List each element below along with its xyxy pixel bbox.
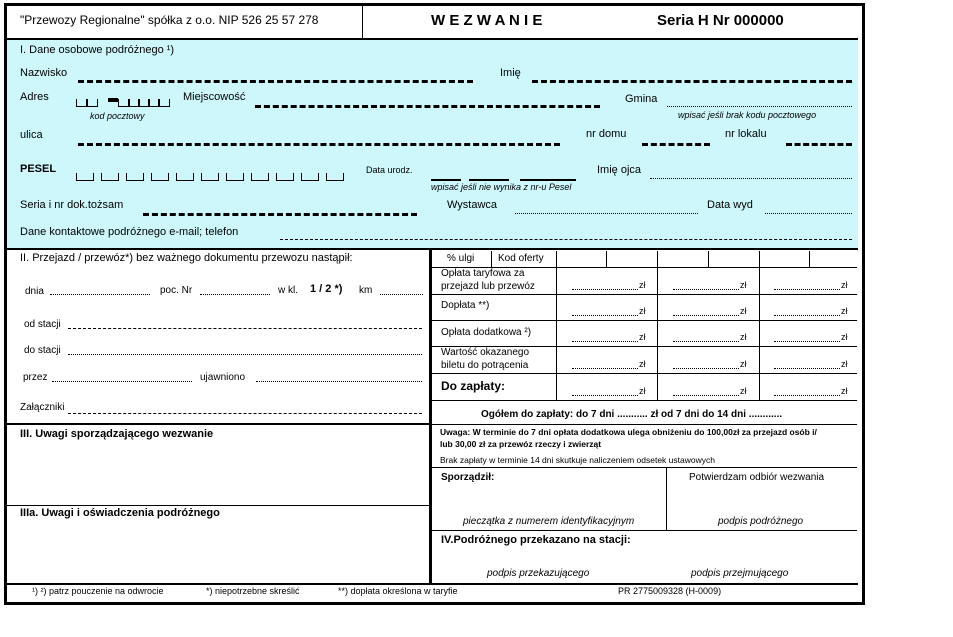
revealed-field[interactable] <box>256 381 422 382</box>
section3a-heading: IIIa. Uwagi i oświadczenia podróżnego <box>20 507 220 519</box>
from-station-field[interactable] <box>68 328 422 329</box>
flat-number-label: nr lokalu <box>725 128 767 140</box>
father-name-field[interactable] <box>650 178 852 179</box>
notice-top-border <box>432 424 857 425</box>
signature-top-border <box>432 467 857 468</box>
address-label: Adres <box>20 91 49 103</box>
municipality-field[interactable] <box>667 106 852 107</box>
house-number-label: nr domu <box>586 128 627 140</box>
contact-label: Dane kontaktowe podróżnego e-mail; telefon <box>20 226 239 238</box>
attachments-label: Załączniki <box>20 402 65 413</box>
pesel-label: PESEL <box>20 163 57 175</box>
section3-top-border <box>7 423 429 425</box>
section3-heading: III. Uwagi sporządzającego wezwanie <box>20 428 214 440</box>
receiving-signature-label: podpis przejmującego <box>691 568 789 579</box>
prepared-by-label: Sporządził: <box>441 472 495 483</box>
footer-note-1: ¹) ²) patrz pouczenie na odwrocie <box>32 586 164 596</box>
footer-border <box>7 583 858 585</box>
fee-row-label: Opłata dodatkowa ²) <box>441 327 532 338</box>
fee-row-label: Do zapłaty: <box>441 379 506 393</box>
from-station-label: od stacji <box>24 319 61 330</box>
fee-row-label: Opłata taryfowa za <box>441 268 525 279</box>
street-label: ulica <box>20 129 43 141</box>
via-label: przez <box>23 372 48 383</box>
issuer-label: Wystawca <box>447 199 498 211</box>
series-number: Seria H Nr 000000 <box>657 12 784 29</box>
to-station-field[interactable] <box>68 354 422 355</box>
stamp-note: pieczątka z numerem identyfikacyjnym <box>463 516 635 527</box>
train-number-field[interactable] <box>200 294 270 295</box>
section2-heading: II. Przejazd / przewóz*) bez ważnego dokumentu przewozu nastąpił: <box>20 252 353 264</box>
header-divider <box>362 5 363 38</box>
passenger-signature-label: podpis podróżnego <box>718 516 804 527</box>
id-document-label: Seria i nr dok.tożsam <box>20 199 124 211</box>
id-document-field[interactable] <box>143 213 417 216</box>
offer-code-header: Kod oferty <box>498 253 544 264</box>
footer-note-3: **) dopłata określona w taryfie <box>338 586 458 596</box>
section4-top-border <box>432 530 857 531</box>
city-label: Miejscowość <box>183 91 246 103</box>
fee-row-label: Wartość okazanego <box>441 347 530 358</box>
municipality-label: Gmina <box>625 93 658 105</box>
via-field[interactable] <box>52 381 192 382</box>
discount-header: % ulgi <box>447 253 475 264</box>
section3a-top-border <box>7 505 429 506</box>
km-field[interactable] <box>380 294 423 295</box>
train-number-label: poc. Nr <box>160 285 193 296</box>
handing-signature-label: podpis przekazującego <box>487 568 590 579</box>
form-title: W E Z W A N I E <box>431 12 543 29</box>
postal-code-note: kod pocztowy <box>90 111 145 121</box>
class-value[interactable]: 1 / 2 *) <box>310 283 343 295</box>
birth-date-note: wpisać jeśli nie wynika z nr-u Pesel <box>431 182 572 192</box>
signature-divider <box>666 467 667 530</box>
fee-row-label: przejazd lub przewóz <box>441 281 535 292</box>
fee-row-label: biletu do potrącenia <box>441 360 529 371</box>
notice-line-2: lub 30,00 zł za przewóz rzeczy i zwierząt <box>440 439 602 449</box>
first-name-field[interactable] <box>532 80 852 83</box>
surname-label: Nazwisko <box>20 67 68 79</box>
father-name-label: Imię ojca <box>597 164 642 176</box>
confirm-receipt-label: Potwierdzam odbiór wezwania <box>689 472 825 483</box>
revealed-label: ujawniono <box>200 372 246 383</box>
class-label: w kl. <box>278 285 298 296</box>
main-divider <box>429 248 432 584</box>
street-field[interactable] <box>78 143 560 146</box>
section4-heading: IV.Podróżnego przekazano na stacji: <box>441 534 631 546</box>
municipality-note: wpisać jeśli brak kodu pocztowego <box>678 110 817 120</box>
house-number-field[interactable] <box>642 143 710 146</box>
surname-field[interactable] <box>78 80 473 83</box>
company-name: "Przewozy Regionalne" spółka z o.o. NIP 526 25 57 278 <box>20 13 319 27</box>
day-label: dnia <box>25 286 44 297</box>
form-number: PR 2775009328 (H-0009) <box>618 586 722 596</box>
km-label: km <box>359 285 373 296</box>
fee-row-label: Dopłata **) <box>441 300 490 311</box>
notice-line-1: Uwaga: W terminie do 7 dni opłata dodatkowa ulega obniżeniu do 100,00zł za przejazd osób i/ <box>440 427 817 437</box>
total-due: Ogółem do zapłaty: do 7 dni ........... zł od 7 dni do 14 dni ............ <box>481 409 783 420</box>
issuer-field[interactable] <box>515 213 698 214</box>
notice-line-3: Brak zapłaty w terminie 14 dni skutkuje naliczeniem odsetek ustawowych <box>440 455 715 465</box>
flat-number-field[interactable] <box>786 143 852 146</box>
section1-heading: I. Dane osobowe podróżnego ¹) <box>20 44 175 56</box>
day-field[interactable] <box>50 294 150 295</box>
birth-date-label: Data urodz. <box>366 165 413 175</box>
attachments-field[interactable] <box>68 413 422 414</box>
to-station-label: do stacji <box>24 345 61 356</box>
first-name-label: Imię <box>500 67 521 79</box>
footer-note-2: *) niepotrzebne skreślić <box>206 586 300 596</box>
city-field[interactable] <box>255 105 600 108</box>
issue-date-label: Data wyd <box>707 199 753 211</box>
issue-date-field[interactable] <box>765 213 852 214</box>
contact-field[interactable] <box>280 239 852 240</box>
